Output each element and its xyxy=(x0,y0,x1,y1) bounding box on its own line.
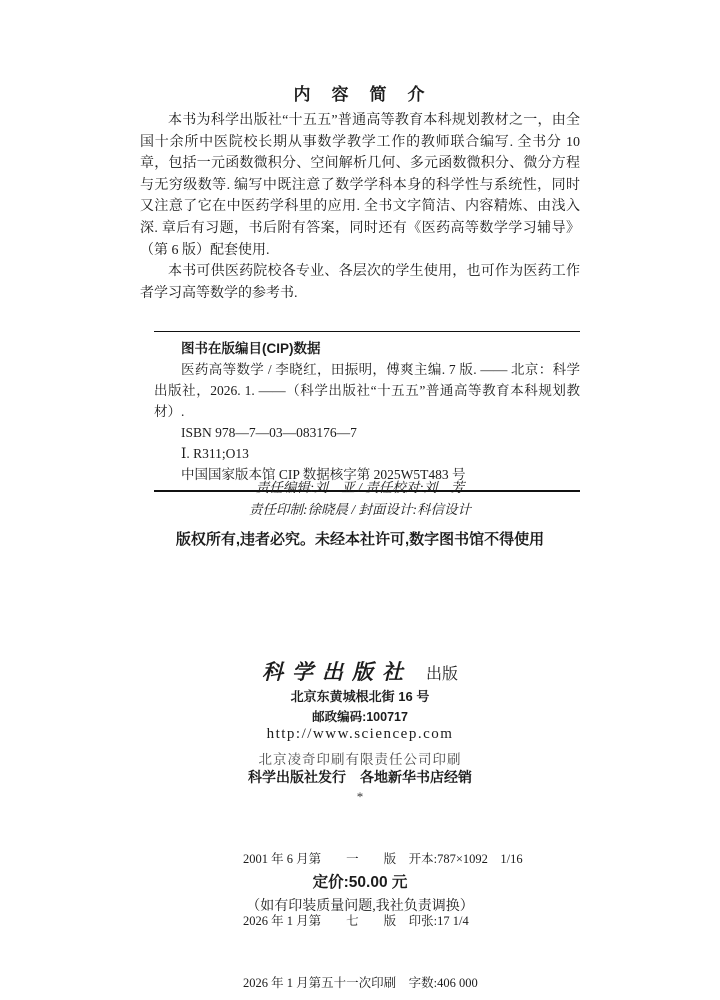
cip-data-box xyxy=(154,331,580,492)
cip-heading: 图书在版编目(CIP)数据 xyxy=(181,341,321,356)
distribution-line: 科学出版社发行 各地新华书店经销 xyxy=(248,769,472,785)
publisher-logo: 科学出版社 xyxy=(261,659,412,684)
credits-line-print-design: 责任印制:徐晓晨 / 封面设计:科信设计 xyxy=(249,501,471,517)
credits-line-editors: 责任编辑:刘 亚 / 责任校对:刘 芳 xyxy=(255,480,465,495)
intro-title: 内 容 简 介 xyxy=(293,85,427,104)
copyright-notice: 版权所有,违者必究。未经本社许可,数字图书馆不得使用 xyxy=(175,531,545,548)
edition-line-printrun: 2026 年 1 月第五十一次印刷 字数:406 000 xyxy=(243,975,478,990)
publisher-logo-suffix: 出版 xyxy=(425,666,458,683)
intro-paragraph-2: 本书可供医药院校各专业、各层次的学生使用，也可作为医药工作者学习高等数学的参考书. xyxy=(140,264,580,301)
publisher-postal-code: 邮政编码:100717 xyxy=(312,710,408,724)
intro-paragraph-1: 本书为科学出版社“十五五”普通高等教育本科规划教材之一，由全国十余所中医院校长期从事数学教学工作的教师联合编写. 全书分 10 章，包括一元函数微积分、空间解析几何、多元函数微积分、微分方程与无穷级数等. 编写中既注意了数学学科本身的科学性与系统性，同时又注意了它在中医药学科里的应用. 全书文字简洁、内容精炼、由浅入深. 章后有习题，书后附有答案，同时还有《医药高等数学学习辅导》（第 6 版）配套使用. xyxy=(140,113,580,258)
classification-line: Ⅰ. R311;O13 xyxy=(181,446,249,461)
printer-line: 北京凌奇印刷有限责任公司印刷 xyxy=(258,752,462,767)
exchange-note: （如有印装质量问题,我社负责调换） xyxy=(246,899,474,914)
price-line: 定价:50.00 元 xyxy=(312,874,408,891)
cip-number-line: 中国国家版本馆 CIP 数据核字第 2025W5T483 号 xyxy=(181,467,466,482)
cip-record: 医药高等数学 / 李晓红，田振明，傅爽主编. 7 版. —— 北京：科学出版社，2026. 1. ——（科学出版社“十五五”普通高等教育本科规划教材）. xyxy=(154,362,580,419)
edition-line-current: 2026 年 1 月第 七 版 印张:17 1/4 xyxy=(243,913,469,928)
publisher-address: 北京东黄城根北街 16 号 xyxy=(290,689,430,704)
edition-line-first: 2001 年 6 月第 一 版 开本:787×1092 1/16 xyxy=(243,852,523,867)
intro-body xyxy=(140,110,580,304)
isbn-line: ISBN 978—7—03—083176—7 xyxy=(181,425,357,440)
staff-credits xyxy=(0,477,720,520)
publisher-logo-line xyxy=(0,656,720,686)
asterisk-divider: * xyxy=(356,789,364,804)
publisher-website: http://www.sciencep.com xyxy=(266,726,454,742)
